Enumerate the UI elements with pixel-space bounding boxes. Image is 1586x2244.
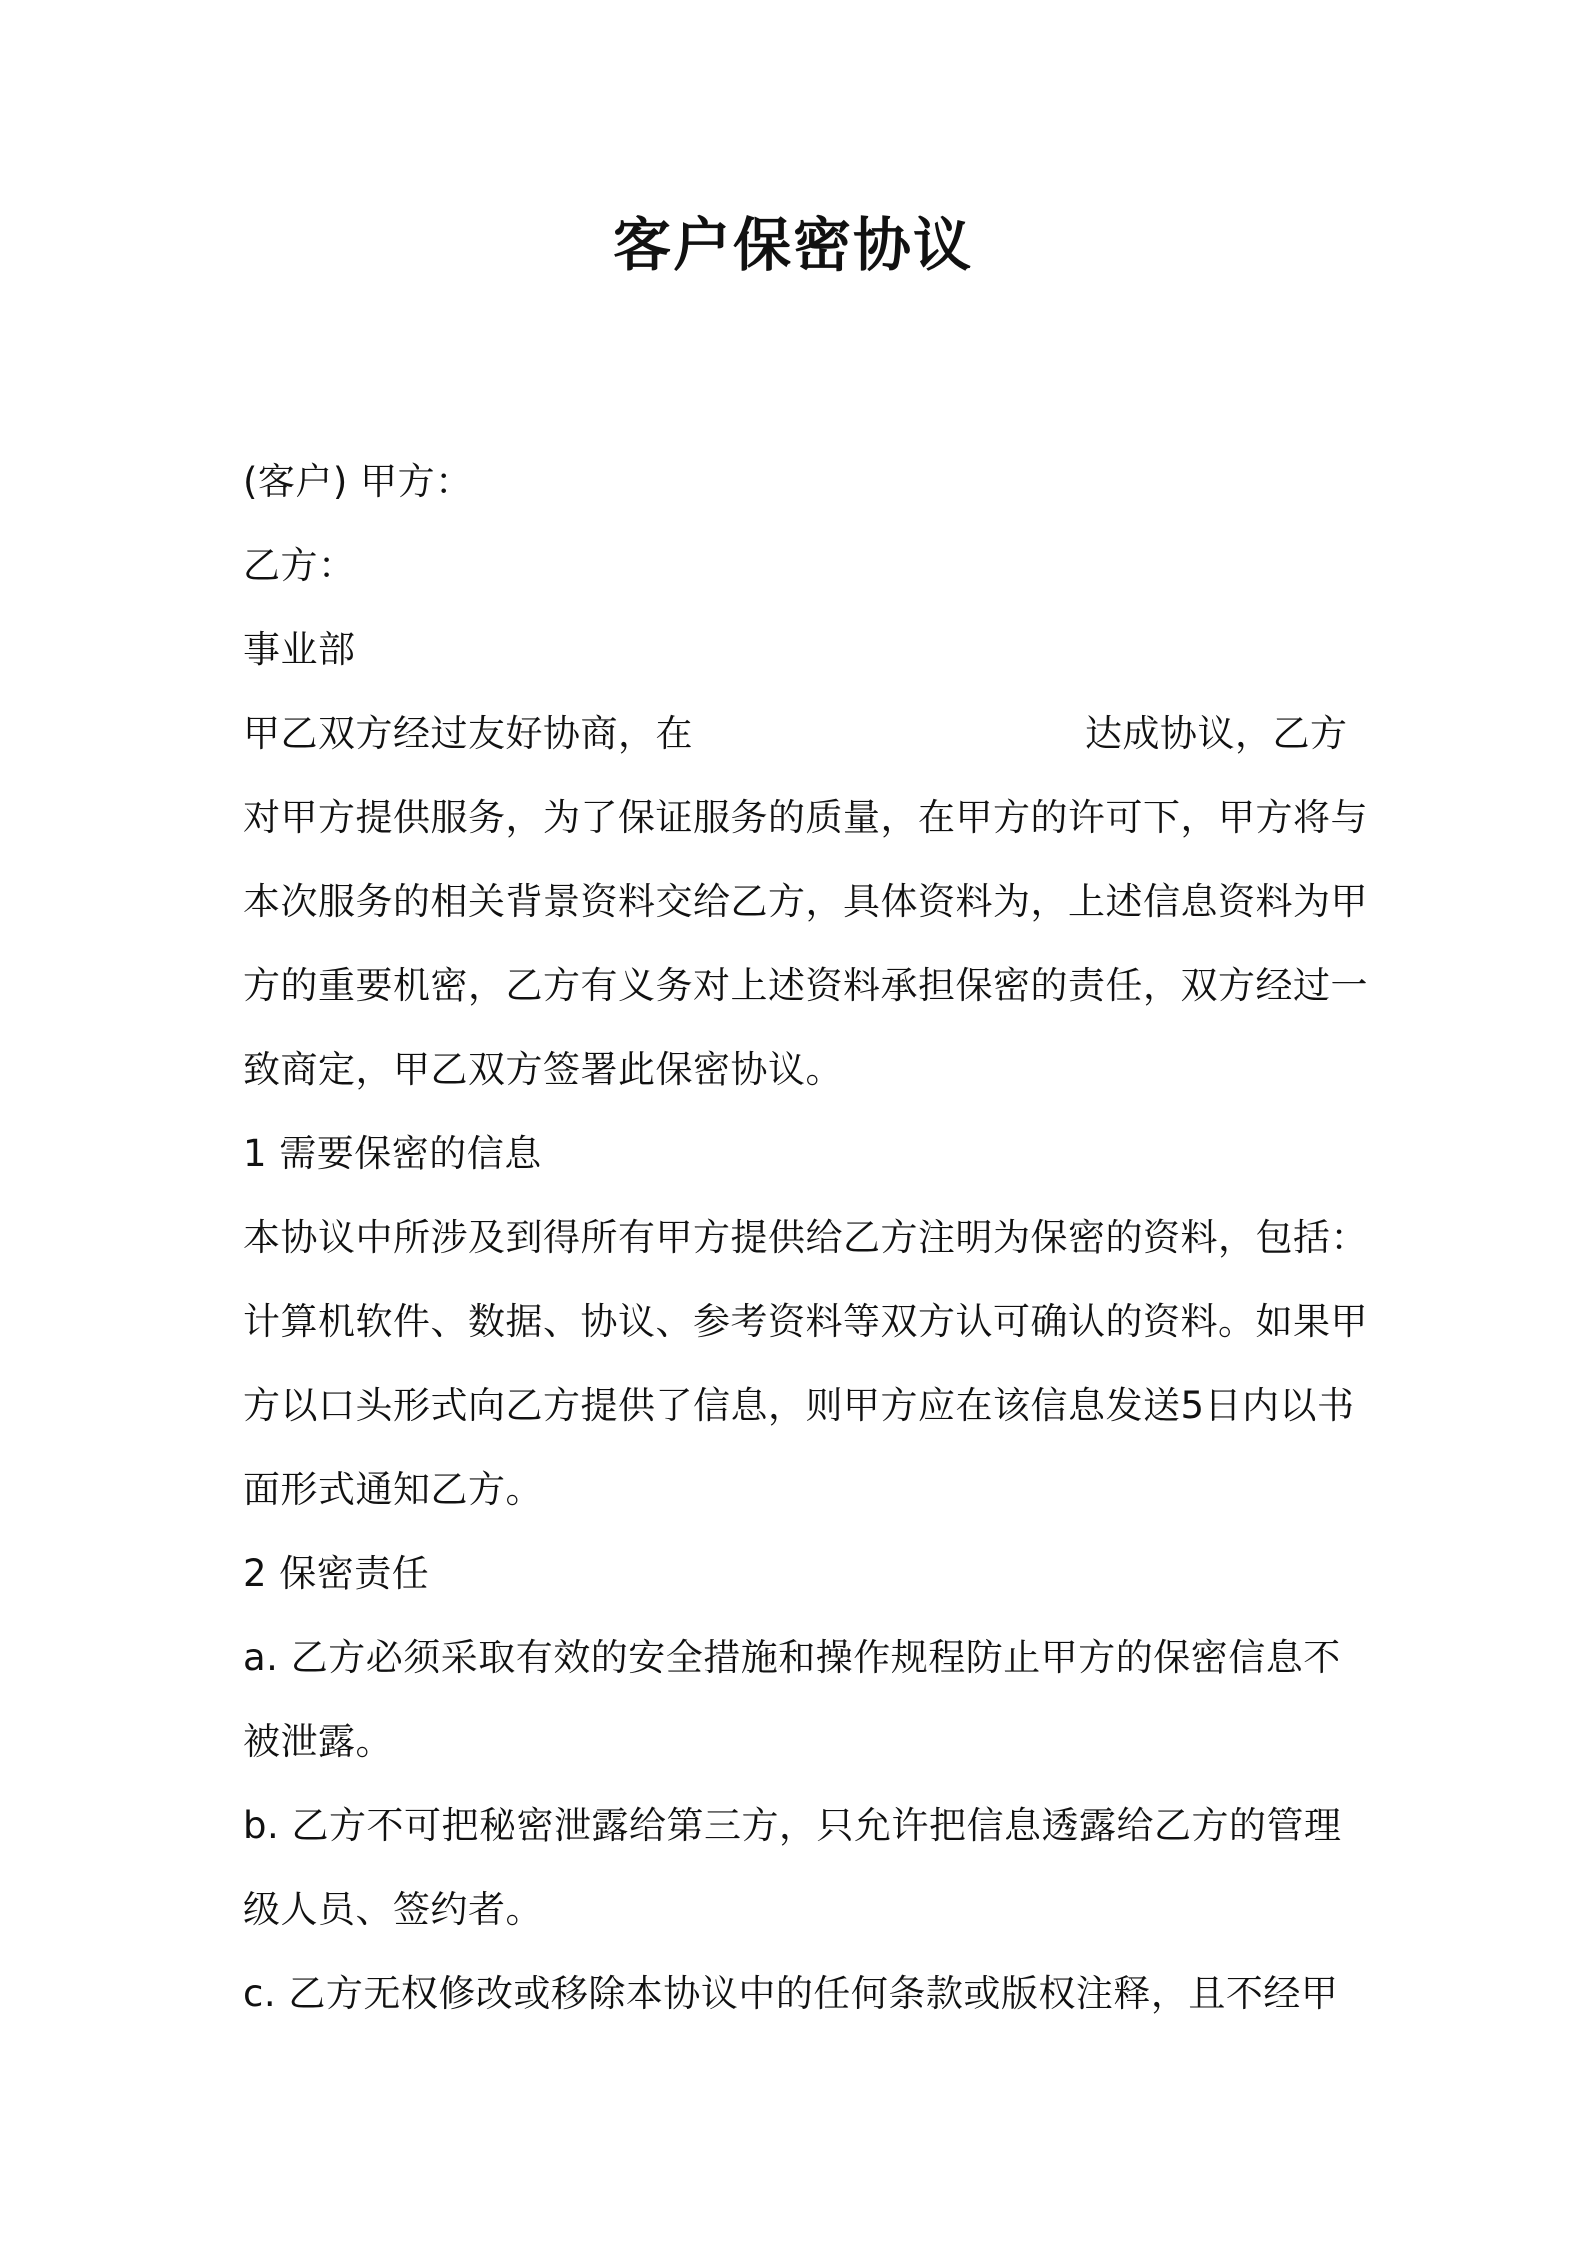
document-body: [243, 440, 1368, 2036]
item-c-line: c. 乙方无权修改或移除本协议中的任何条款或版权注释，且不经甲: [243, 1972, 1339, 2015]
intro-start-text: 甲乙双方经过友好协商，在: [243, 712, 693, 755]
intro-line: 方的重要机密，乙方有义务对上述资料承担保密的责任，双方经过一: [243, 964, 1368, 1007]
item-b-line: b. 乙方不可把秘密泄露给第三方，只允许把信息透露给乙方的管理: [243, 1804, 1342, 1847]
intro-line: 本次服务的相关背景资料交给乙方，具体资料为，上述信息资料为甲: [243, 880, 1368, 923]
section-1-line: 计算机软件、数据、协议、参考资料等双方认可确认的资料。如果甲: [243, 1300, 1368, 1343]
intro-line: 对甲方提供服务，为了保证服务的质量，在甲方的许可下，甲方将与: [243, 796, 1368, 839]
section-1-line: 面形式通知乙方。: [243, 1468, 543, 1511]
item-a-line: a. 乙方必须采取有效的安全措施和操作规程防止甲方的保密信息不: [243, 1636, 1341, 1679]
section-2-heading: 2 保密责任: [243, 1552, 430, 1595]
intro-end-text: 达成协议，乙方: [1085, 712, 1348, 755]
intro-first-line: [243, 692, 1353, 776]
item-b-line: 级人员、签约者。: [243, 1888, 543, 1931]
party-a-line: (客户) 甲方：: [243, 460, 473, 503]
section-1-line: 本协议中所涉及到得所有甲方提供给乙方注明为保密的资料，包括：: [243, 1216, 1368, 1259]
intro-line: 致商定，甲乙双方签署此保密协议。: [243, 1048, 843, 1091]
document-title: 客户保密协议: [612, 211, 973, 279]
item-a-line: 被泄露。: [243, 1720, 393, 1763]
section-1-heading: 1 需要保密的信息: [243, 1132, 542, 1175]
department-line: 事业部: [243, 628, 356, 671]
party-b-line: 乙方：: [243, 544, 356, 587]
section-1-line: 方以口头形式向乙方提供了信息，则甲方应在该信息发送5日内以书: [243, 1384, 1355, 1427]
